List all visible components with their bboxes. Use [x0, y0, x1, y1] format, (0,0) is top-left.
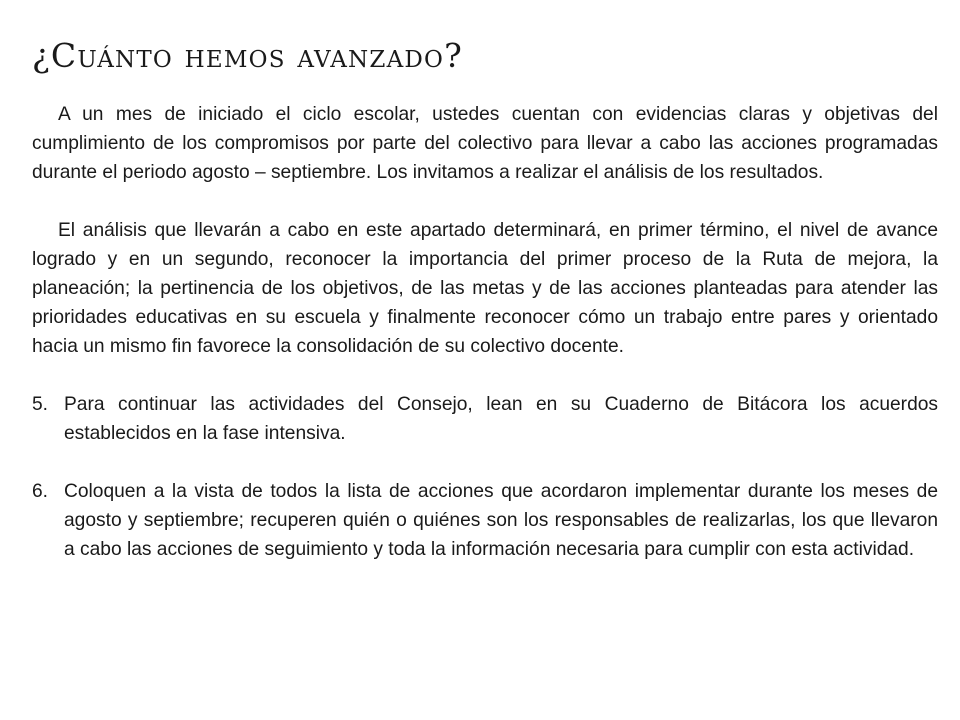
list-item-number: 5. [32, 394, 49, 415]
analysis-paragraph: El análisis que llevarán a cabo en este apartado determinará, en primer término, el nivel de avance logrado y en un segundo, reconocer la importancia del primer proceso de la Ruta de mejora, la planeación; la pertinencia de los objetivos, de las metas y de las acciones planteadas para atender las prioridades educativas en su escuela y finalmente reconocer cómo un trabajo entre pares y orientado hacia un mismo fin favorece la consolidación de su colectivo docente. [32, 220, 938, 357]
list-item-number: 6. [32, 481, 49, 502]
list-item [32, 477, 938, 564]
list-item-text: Para continuar las actividades del Consejo, lean en su Cuaderno de Bitácora los acuerdos establecidos en la fase intensiva. [64, 394, 938, 444]
list-item-text: Coloquen a la vista de todos la lista de acciones que acordaron implementar durante los meses de agosto y septiembre; recuperen quién o quiénes son los responsables de realizarlas, los que llevaron a cabo las acciones de seguimiento y toda la información necesaria para cumplir con esta actividad. [64, 481, 938, 560]
slide-body [32, 100, 938, 593]
intro-paragraph: A un mes de iniciado el ciclo escolar, ustedes cuentan con evidencias claras y objetivas del cumplimiento de los compromisos por parte del colectivo para llevar a cabo las acciones programadas durante el periodo agosto – septiembre. Los invitamos a realizar el análisis de los resultados. [32, 104, 938, 183]
activity-list [32, 390, 938, 564]
page-title: ¿Cuánto hemos avanzado? [32, 36, 463, 75]
list-item [32, 390, 938, 448]
